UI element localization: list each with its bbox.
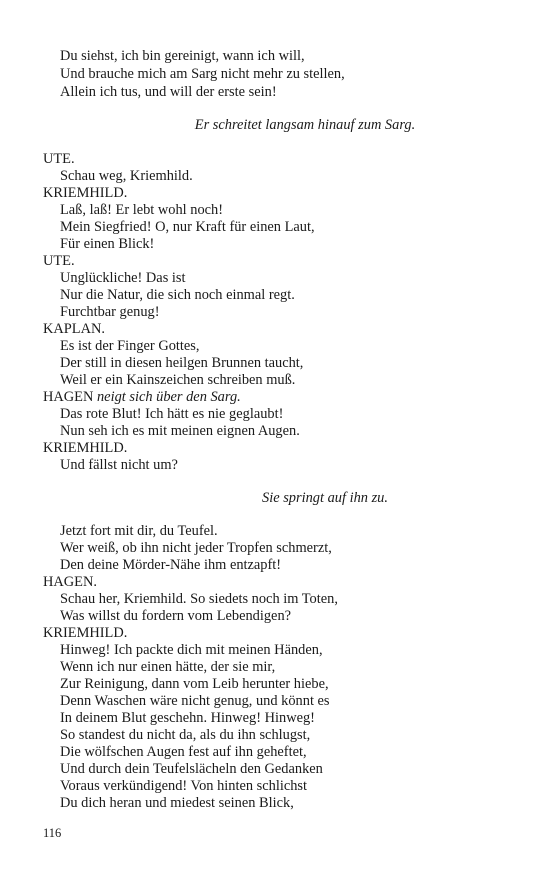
speaker-name: UTE. bbox=[43, 253, 75, 269]
verse-line: Du siehst, ich bin gereinigt, wann ich will, bbox=[60, 48, 305, 64]
verse-line: Weil er ein Kainszeichen schreiben muß. bbox=[60, 372, 296, 388]
verse-line: Für einen Blick! bbox=[60, 236, 155, 252]
verse-line: Und durch dein Teufelslächeln den Gedanken bbox=[60, 761, 323, 777]
verse-line: In deinem Blut geschehn. Hinweg! Hinweg! bbox=[60, 710, 315, 726]
speaker-name: KRIEMHILD. bbox=[43, 625, 128, 641]
verse-line: Jetzt fort mit dir, du Teufel. bbox=[60, 523, 218, 539]
verse-line: Den deine Mörder-Nähe ihm entzapft! bbox=[60, 557, 282, 573]
verse-line: Die wölfschen Augen fest auf ihn geheftet, bbox=[60, 744, 307, 760]
speaker-name: UTE. bbox=[43, 151, 75, 167]
speaker-name: HAGEN. bbox=[43, 574, 97, 590]
verse-line: Das rote Blut! Ich hätt es nie geglaubt! bbox=[60, 406, 284, 422]
verse-line: Voraus verkündigend! Von hinten schlichst bbox=[60, 778, 308, 794]
verse-line: Allein ich tus, und will der erste sein! bbox=[60, 84, 277, 100]
speaker-name: KRIEMHILD. bbox=[43, 440, 128, 456]
verse-line: Furchtbar genug! bbox=[60, 304, 160, 320]
stage-direction: Sie springt auf ihn zu. bbox=[262, 490, 388, 506]
verse-line: Schau weg, Kriemhild. bbox=[60, 168, 193, 184]
verse-line: So standest du nicht da, als du ihn schlugst, bbox=[60, 727, 311, 743]
speaker-name: HAGEN bbox=[43, 389, 94, 405]
verse-line: Schau her, Kriemhild. So siedets noch im Toten, bbox=[60, 591, 338, 607]
stage-direction: Er schreitet langsam hinauf zum Sarg. bbox=[194, 117, 416, 133]
verse-line: Nun seh ich es mit meinen eignen Augen. bbox=[60, 423, 300, 439]
verse-line: Was willst du fordern vom Lebendigen? bbox=[60, 608, 292, 624]
verse-line: Unglückliche! Das ist bbox=[60, 270, 186, 286]
inline-stage-direction: neigt sich über den Sarg. bbox=[96, 389, 241, 405]
verse-line: Zur Reinigung, dann vom Leib herunter hiebe, bbox=[60, 676, 329, 692]
speaker-name: KAPLAN. bbox=[43, 321, 105, 337]
verse-line: Wer weiß, ob ihn nicht jeder Tropfen schmerzt, bbox=[60, 540, 332, 556]
verse-line: Der still in diesen heilgen Brunnen taucht, bbox=[60, 355, 304, 371]
verse-line: Laß, laß! Er lebt wohl noch! bbox=[60, 202, 224, 218]
verse-line: Du dich heran und miedest seinen Blick, bbox=[60, 795, 294, 811]
speaker-with-direction bbox=[43, 389, 241, 406]
verse-line: Denn Waschen wäre nicht genug, und könnt es bbox=[60, 693, 330, 709]
verse-line: Nur die Natur, die sich noch einmal regt. bbox=[60, 287, 295, 303]
verse-line: Hinweg! Ich packte dich mit meinen Händen, bbox=[60, 642, 323, 658]
verse-line: Und brauche mich am Sarg nicht mehr zu stellen, bbox=[60, 66, 345, 82]
verse-line: Mein Siegfried! O, nur Kraft für einen Laut, bbox=[60, 219, 315, 235]
verse-line: Und fällst nicht um? bbox=[60, 457, 178, 473]
verse-line: Es ist der Finger Gottes, bbox=[60, 338, 200, 354]
speaker-name: KRIEMHILD. bbox=[43, 185, 128, 201]
page-number: 116 bbox=[43, 826, 62, 840]
verse-line: Wenn ich nur einen hätte, der sie mir, bbox=[60, 659, 276, 675]
